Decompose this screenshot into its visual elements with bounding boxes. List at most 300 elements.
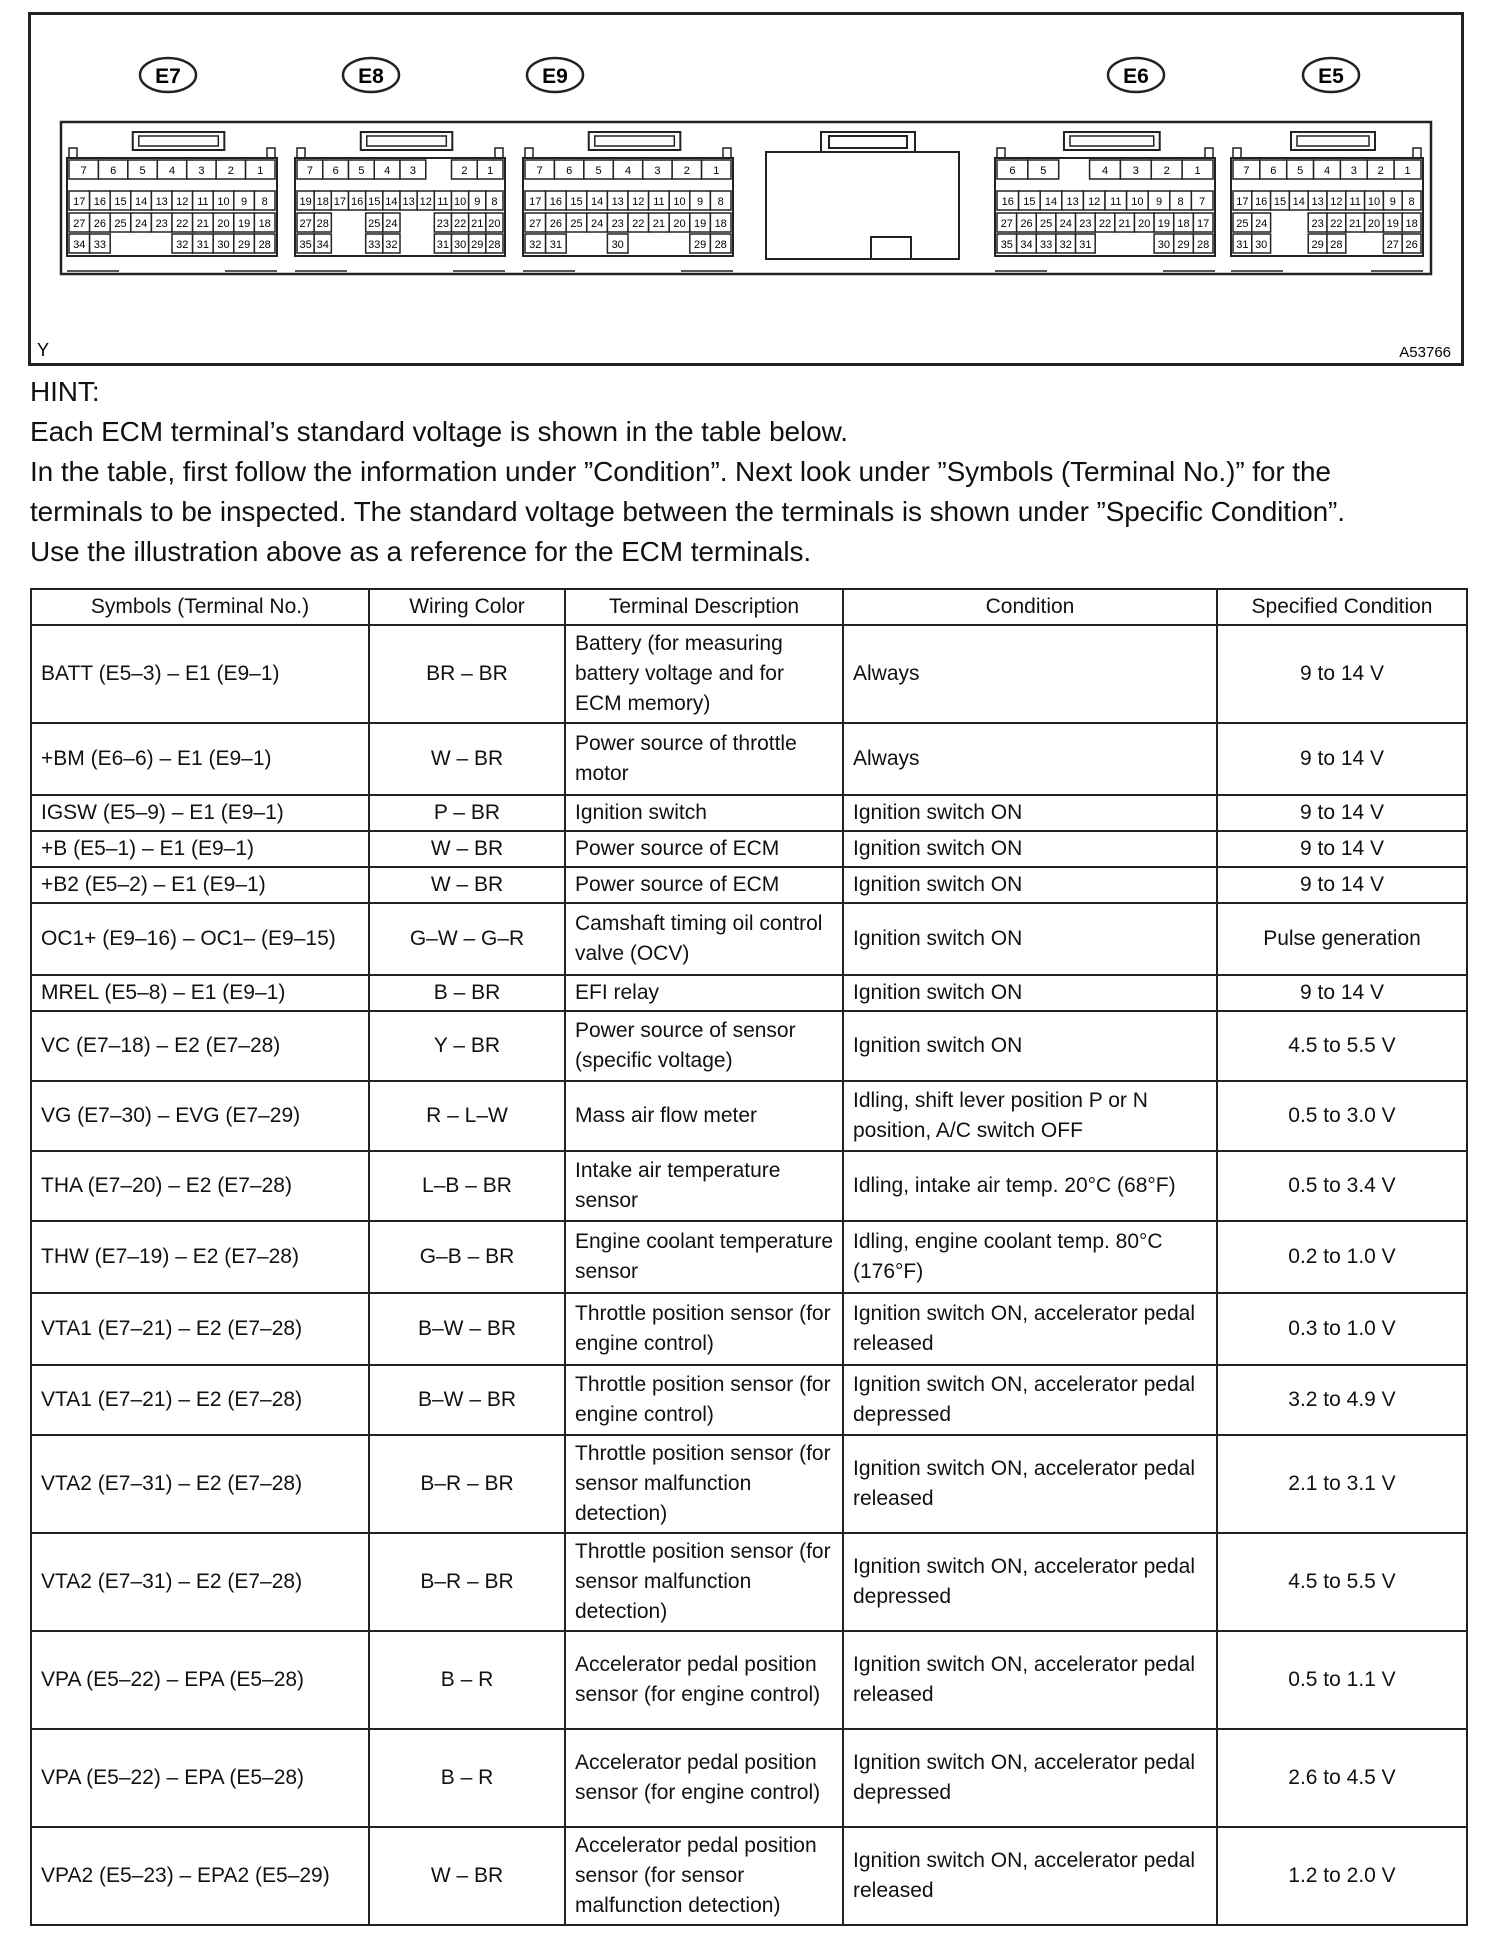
table-row [31,1365,1467,1435]
connector-illustration [31,15,1461,363]
cell-specified-condition: 9 to 14 V [1217,795,1467,831]
terminal-pin [525,213,546,232]
header-symbols: Symbols (Terminal No.) [31,589,369,625]
terminal-number: 3 [654,165,661,177]
terminal-pin [546,191,567,210]
terminal-number: 6 [1270,165,1277,177]
terminal-pin [566,213,587,232]
table-header-row [31,589,1467,625]
table-row [31,1081,1467,1151]
connector-label-text: E6 [1123,65,1149,88]
cell-symbols: +B2 (E5–2) – E1 (E9–1) [31,867,369,903]
terminal-pin [1402,191,1421,210]
terminal-number: 2 [1377,165,1384,177]
terminal-pin [546,213,567,232]
terminal-pin [193,191,214,210]
table-row [31,831,1467,867]
ecm-terminal-table [30,588,1468,1926]
terminal-pin [110,213,131,232]
terminal-number: 26 [1020,218,1033,230]
cell-condition: Idling, shift lever position P or N position, A/C switch OFF [843,1081,1217,1151]
terminal-pin [434,234,451,253]
terminal-number: 17 [529,196,542,208]
terminal-pin [1028,160,1059,179]
terminal-number: 1 [1194,165,1201,177]
terminal-pin [1120,160,1151,179]
terminal-pin [613,160,642,179]
connector-label-e5 [1303,58,1359,92]
terminal-pin [587,213,608,232]
terminal-number: 30 [217,239,230,251]
cell-wiring-color: B – R [369,1729,565,1827]
cell-condition: Ignition switch ON, accelerator pedal depressed [843,1365,1217,1435]
cell-symbols: IGSW (E5–9) – E1 (E9–1) [31,795,369,831]
terminal-pin [469,234,486,253]
terminal-number: 6 [332,165,339,177]
terminal-number: 13 [402,196,415,208]
terminal-pin [1182,160,1213,179]
cell-specified-condition: 0.2 to 1.0 V [1217,1221,1467,1293]
connector-e6 [995,132,1215,271]
terminal-pin [1308,191,1327,210]
terminal-number: 5 [1040,165,1047,177]
terminal-pin [1040,191,1062,210]
terminal-number: 25 [1236,218,1249,230]
terminal-number: 28 [1197,239,1210,251]
terminal-number: 7 [80,165,87,177]
terminal-pin [69,160,98,179]
cell-symbols: THW (E7–19) – E2 (E7–28) [31,1221,369,1293]
cell-specified-condition: 0.3 to 1.0 V [1217,1293,1467,1365]
cell-symbols: VG (E7–30) – EVG (E7–29) [31,1081,369,1151]
terminal-number: 31 [549,239,563,251]
cell-terminal-description: Accelerator pedal position sensor (for engine control) [565,1631,843,1729]
connector-label-e7 [140,58,196,92]
terminal-pin [1174,234,1194,253]
terminal-pin [314,234,331,253]
corner-label: Y [37,340,50,360]
terminal-pin [1402,213,1421,232]
terminal-number: 11 [1349,196,1361,208]
terminal-pin [323,160,349,179]
terminal-pin [366,213,383,232]
terminal-pin [1308,213,1327,232]
terminal-number: 27 [1000,218,1013,230]
terminal-number: 17 [73,196,86,208]
terminal-number: 13 [1311,196,1324,208]
cell-symbols: BATT (E5–3) – E1 (E9–1) [31,625,369,723]
terminal-pin [1367,160,1394,179]
terminal-number: 8 [717,196,724,208]
cell-terminal-description: Camshaft timing oil control valve (OCV) [565,903,843,975]
terminal-number: 27 [529,218,542,230]
terminal-pin [213,234,234,253]
connector-label-text: E9 [542,65,568,88]
terminal-number: 13 [611,196,624,208]
terminal-number: 15 [1273,196,1287,208]
table-row [31,975,1467,1011]
table-row [31,795,1467,831]
header-wiring-color: Wiring Color [369,589,565,625]
terminal-pin [997,234,1017,253]
terminal-number: 11 [197,196,209,208]
cell-wiring-color: G–W – G–R [369,903,565,975]
terminal-number: 2 [461,165,468,177]
terminal-number: 31 [1079,239,1092,251]
terminal-number: 8 [261,196,268,208]
terminal-pin [1394,160,1421,179]
terminal-pin [234,234,255,253]
terminal-pin [1076,234,1096,253]
header-specified-condition: Specified Condition [1217,589,1467,625]
terminal-pin [566,191,587,210]
terminal-number: 23 [1311,218,1324,230]
terminal-number: 29 [1311,239,1324,251]
terminal-number: 29 [237,239,251,251]
terminal-number: 29 [693,239,707,251]
terminal-pin [400,160,426,179]
cell-symbols: VTA1 (E7–21) – E2 (E7–28) [31,1293,369,1365]
terminal-pin [297,234,314,253]
terminal-number: 10 [1131,196,1144,208]
terminal-number: 9 [1155,196,1163,208]
terminal-pin [314,213,331,232]
terminal-pin [690,234,711,253]
terminal-pin [1193,234,1213,253]
table-row [31,1221,1467,1293]
terminal-number: 29 [471,239,484,251]
terminal-pin [1383,213,1402,232]
cell-symbols: +BM (E6–6) – E1 (E9–1) [31,723,369,795]
table-row [31,903,1467,975]
terminal-pin [1076,213,1096,232]
terminal-pin [546,234,567,253]
connector-e7 [67,132,277,271]
terminal-pin [234,191,255,210]
cell-wiring-color: W – BR [369,1827,565,1925]
terminal-pin [690,191,711,210]
table-row [31,1827,1467,1925]
cell-condition: Ignition switch ON, accelerator pedal released [843,1631,1217,1729]
terminal-number: 15 [1023,196,1036,208]
terminal-number: 4 [1323,165,1331,177]
terminal-number: 19 [1386,218,1399,230]
connector-e8 [295,132,505,271]
terminal-pin [1083,191,1105,210]
terminal-number: 31 [1236,239,1249,251]
terminal-number: 10 [1367,196,1381,208]
terminal-pin [587,191,608,210]
terminal-pin [1327,213,1346,232]
terminal-number: 15 [368,196,381,208]
terminal-number: 16 [1001,196,1014,208]
cell-symbols: VPA2 (E5–23) – EPA2 (E5–29) [31,1827,369,1925]
cell-wiring-color: B–W – BR [369,1293,565,1365]
terminal-number: 21 [1349,218,1362,230]
terminal-pin [1383,234,1402,253]
cell-terminal-description: Battery (for measuring battery voltage and for ECM memory) [565,625,843,723]
terminal-number: 1 [713,165,720,177]
terminal-pin [383,191,400,210]
cell-symbols: +B (E5–1) – E1 (E9–1) [31,831,369,867]
cell-terminal-description: Power source of sensor (specific voltage) [565,1011,843,1081]
table-row [31,625,1467,723]
terminal-pin [1287,160,1314,179]
terminal-number: 19 [299,196,312,208]
cell-wiring-color: B–R – BR [369,1435,565,1533]
cell-symbols: THA (E7–20) – E2 (E7–28) [31,1151,369,1221]
terminal-number: 2 [227,165,234,177]
terminal-number: 9 [1389,196,1396,208]
terminal-number: 31 [196,239,210,251]
terminal-pin [131,191,152,210]
cell-specified-condition: 1.2 to 2.0 V [1217,1827,1467,1925]
terminal-number: 20 [488,218,501,230]
terminal-number: 24 [1059,218,1072,230]
terminal-pin [213,191,234,210]
terminal-pin [1036,234,1056,253]
terminal-pin [1308,234,1327,253]
terminal-number: 34 [316,239,329,251]
terminal-pin [607,191,628,210]
terminal-pin [1252,191,1271,210]
terminal-pin [477,160,503,179]
terminal-pin [172,234,193,253]
terminal-pin [383,234,400,253]
terminal-pin [366,191,383,210]
terminal-pin [349,191,366,210]
cell-terminal-description: Intake air temperature sensor [565,1151,843,1221]
terminal-pin [383,213,400,232]
terminal-pin [607,234,628,253]
terminal-pin [1127,191,1149,210]
terminal-number: 21 [196,218,210,230]
terminal-number: 18 [1177,218,1190,230]
terminal-number: 26 [1405,239,1418,251]
cell-condition: Always [843,723,1217,795]
terminal-number: 18 [1405,218,1418,230]
terminal-pin [1233,213,1252,232]
terminal-number: 35 [1000,239,1013,251]
terminal-pin [997,213,1017,232]
cell-specified-condition: 9 to 14 V [1217,975,1467,1011]
cell-wiring-color: W – BR [369,723,565,795]
terminal-pin [434,191,451,210]
cell-terminal-description: Accelerator pedal position sensor (for engine control) [565,1729,843,1827]
cell-symbols: VC (E7–18) – E2 (E7–28) [31,1011,369,1081]
terminal-pin [628,213,649,232]
terminal-number: 33 [368,239,381,251]
terminal-number: 6 [1009,165,1016,177]
terminal-pin [628,191,649,210]
cell-terminal-description: Engine coolant temperature sensor [565,1221,843,1293]
terminal-number: 29 [1177,239,1190,251]
cell-wiring-color: B–R – BR [369,1533,565,1631]
cell-specified-condition: 0.5 to 3.4 V [1217,1151,1467,1221]
cell-wiring-color: W – BR [369,867,565,903]
terminal-number: 18 [714,218,727,230]
terminal-pin [254,213,275,232]
terminal-pin [234,213,255,232]
terminal-number: 32 [176,239,189,251]
terminal-number: 1 [487,165,494,177]
terminal-pin [1193,213,1213,232]
terminal-pin [1056,234,1076,253]
terminal-number: 1 [257,165,264,177]
terminal-number: 28 [714,239,727,251]
terminal-number: 7 [536,165,543,177]
hint-line: Use the illustration above as a reference for the ECM terminals. [30,536,812,567]
terminal-pin [349,160,375,179]
terminal-number: 18 [258,218,271,230]
terminal-number: 22 [632,218,645,230]
terminal-number: 10 [453,196,467,208]
terminal-pin [1252,234,1271,253]
terminal-number: 21 [471,218,484,230]
terminal-pin [1327,191,1346,210]
terminal-number: 16 [1255,196,1268,208]
cell-wiring-color: BR – BR [369,625,565,723]
terminal-pin [1095,213,1115,232]
cell-specified-condition: 0.5 to 1.1 V [1217,1631,1467,1729]
terminal-number: 23 [436,218,450,230]
terminal-number: 2 [683,165,690,177]
terminal-number: 12 [419,196,432,208]
terminal-number: 27 [73,218,86,230]
terminal-number: 6 [566,165,573,177]
terminal-number: 11 [1110,196,1122,208]
terminal-pin [193,234,214,253]
cell-specified-condition: 9 to 14 V [1217,831,1467,867]
terminal-number: 9 [241,196,248,208]
terminal-pin [607,213,628,232]
terminal-pin [669,191,690,210]
table-row [31,1435,1467,1533]
cell-terminal-description: Mass air flow meter [565,1081,843,1151]
terminal-number: 3 [1132,165,1139,177]
terminal-number: 22 [453,218,467,230]
terminal-number: 1 [1404,165,1411,177]
terminal-number: 4 [624,165,632,177]
terminal-pin [710,191,731,210]
terminal-number: 24 [385,218,398,230]
terminal-pin [131,213,152,232]
cell-terminal-description: Throttle position sensor (for engine control) [565,1293,843,1365]
terminal-pin [1191,191,1213,210]
terminal-pin [1314,160,1341,179]
terminal-pin [584,160,613,179]
terminal-pin [1289,191,1308,210]
cell-wiring-color: B – R [369,1631,565,1729]
terminal-number: 4 [384,165,391,177]
terminal-pin [254,234,275,253]
terminal-number: 24 [134,218,148,230]
cell-condition: Ignition switch ON [843,1011,1217,1081]
hint-line: Each ECM terminal’s standard voltage is shown in the table below. [30,416,848,447]
connector-label-text: E5 [1318,65,1344,88]
terminal-pin [1365,191,1384,210]
cell-symbols: VTA2 (E7–31) – E2 (E7–28) [31,1435,369,1533]
terminal-number: 16 [549,196,563,208]
cell-specified-condition: Pulse generation [1217,903,1467,975]
cell-terminal-description: Throttle position sensor (for sensor malfunction detection) [565,1435,843,1533]
terminal-number: 4 [1101,165,1109,177]
terminal-number: 12 [1088,196,1101,208]
terminal-pin [400,191,417,210]
terminal-pin [1327,234,1346,253]
terminal-pin [1151,160,1182,179]
terminal-pin [452,191,469,210]
terminal-pin [525,160,554,179]
terminal-number: 31 [436,239,450,251]
terminal-number: 32 [529,239,542,251]
connector-label-e6 [1108,58,1164,92]
terminal-number: 30 [611,239,624,251]
terminal-pin [1105,191,1127,210]
terminal-pin [710,213,731,232]
header-condition: Condition [843,589,1217,625]
terminal-number: 7 [306,165,313,177]
terminal-pin [469,213,486,232]
terminal-number: 20 [673,218,686,230]
terminal-pin [1233,234,1252,253]
center-block [766,132,959,259]
terminal-number: 16 [350,196,364,208]
terminal-number: 3 [198,165,205,177]
cell-symbols: VTA2 (E7–31) – E2 (E7–28) [31,1533,369,1631]
terminal-pin [1056,213,1076,232]
terminal-pin [297,191,314,210]
terminal-pin [554,160,583,179]
terminal-number: 33 [1039,239,1053,251]
terminal-number: 12 [1330,196,1343,208]
terminal-number: 9 [474,196,481,208]
cell-wiring-color: L–B – BR [369,1151,565,1221]
terminal-pin [702,160,731,179]
cell-symbols: MREL (E5–8) – E1 (E9–1) [31,975,369,1011]
terminal-pin [1346,191,1365,210]
terminal-number: 11 [653,196,665,208]
terminal-pin [172,191,193,210]
terminal-number: 25 [114,218,127,230]
cell-terminal-description: Throttle position sensor (for sensor malfunction detection) [565,1533,843,1631]
terminal-pin [669,213,690,232]
terminal-number: 14 [134,196,148,208]
cell-condition: Idling, intake air temp. 20°C (68°F) [843,1151,1217,1221]
terminal-pin [452,234,469,253]
terminal-number: 6 [110,165,117,177]
terminal-pin [649,213,670,232]
connector-e5 [1231,132,1423,271]
cell-symbols: VPA (E5–22) – EPA (E5–28) [31,1631,369,1729]
terminal-number: 28 [316,218,329,230]
cell-condition: Ignition switch ON, accelerator pedal released [843,1827,1217,1925]
terminal-pin [110,191,131,210]
terminal-pin [69,234,90,253]
terminal-pin [366,234,383,253]
terminal-pin [254,191,275,210]
terminal-pin [1383,191,1402,210]
terminal-pin [1340,160,1367,179]
terminal-number: 5 [139,165,146,177]
terminal-pin [1090,160,1121,179]
cell-symbols: VTA1 (E7–21) – E2 (E7–28) [31,1365,369,1435]
terminal-pin [157,160,186,179]
hint-title: HINT: [30,376,100,407]
cell-condition: Ignition switch ON [843,867,1217,903]
cell-specified-condition: 9 to 14 V [1217,723,1467,795]
ecm-connector-diagram [28,12,1464,366]
